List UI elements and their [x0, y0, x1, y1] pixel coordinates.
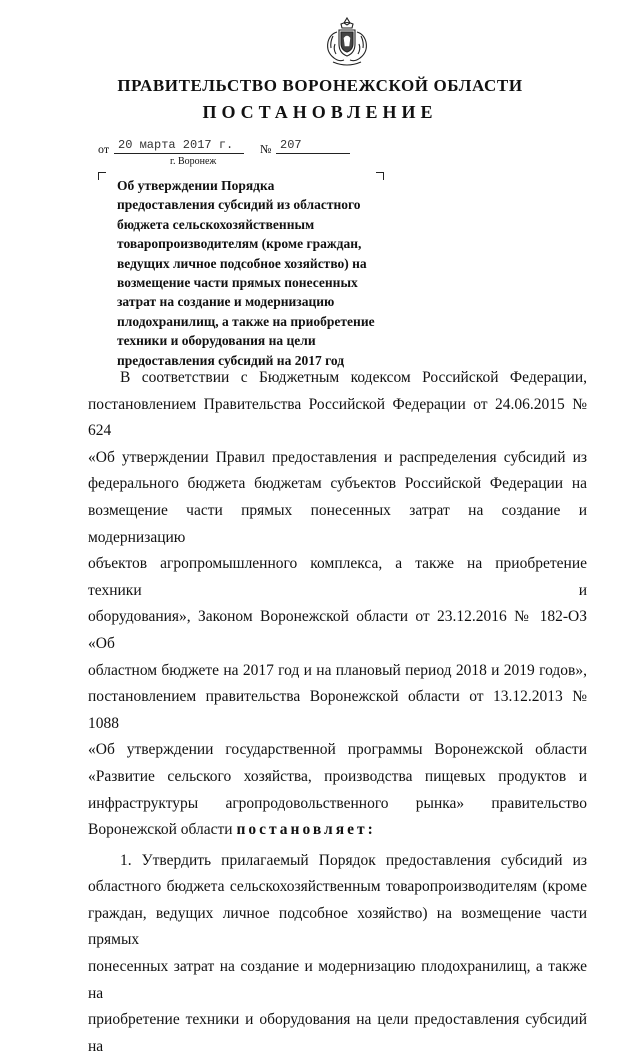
item1-line: понесенных затрат на создание и модернизацию плодохранилищ, а также на: [88, 958, 587, 1002]
date-prefix: от: [98, 142, 110, 156]
subject-line: возмещение части прямых понесенных: [117, 275, 358, 291]
document-subject: [117, 176, 417, 370]
preamble-tail: Воронежской области: [88, 821, 233, 839]
date-field: 20 марта 2017 г.: [114, 138, 244, 154]
preamble-closing-line: [88, 817, 587, 844]
subject-line: предоставления субсидий на 2017 год: [117, 352, 345, 368]
subject-line: предоставления субсидий из областного: [117, 197, 361, 213]
preamble-line: «Развитие сельского хозяйства, производства пищевых продуктов и: [88, 767, 587, 785]
preamble-line: областном бюджете на 2017 год и на плановый период 2018 и 2019 годов»,: [88, 661, 587, 679]
preamble-line: возмещение части прямых понесенных затрат на создание и модернизацию: [88, 501, 587, 546]
preamble-line: «Об утверждении государственной программы Воронежской области: [88, 741, 587, 759]
item1-line: областного бюджета сельскохозяйственным товаропроизводителям (кроме: [88, 878, 587, 896]
item1-line: 1. Утвердить прилагаемый Порядок предоставления субсидий из: [120, 851, 587, 869]
subject-line: плодохранилищ, а также на приобретение: [117, 313, 375, 329]
preamble-line: постановлением Правительства Российской Федерации от 24.06.2015 № 624: [88, 395, 587, 440]
subject-line: товаропроизводителям (кроме граждан,: [117, 236, 362, 252]
bracket-corner-left: [98, 172, 106, 180]
number-field: 207: [276, 138, 350, 154]
subject-line: затрат на создание и модернизацию: [117, 294, 335, 310]
item1-line: граждан, ведущих личное подсобное хозяйство) на возмещение части прямых: [88, 904, 587, 949]
item1-line: приобретение техники и оборудования на цели предоставления субсидий на: [88, 1011, 587, 1055]
preamble-line: В соответствии с Бюджетным кодексом Российской Федерации,: [120, 369, 587, 386]
subject-line: бюджета сельскохозяйственным: [117, 216, 315, 232]
preamble-line: оборудования», Законом Воронежской области от 23.12.2016 № 182-ОЗ «Об: [88, 608, 587, 652]
preamble-line: «Об утверждении Правил предоставления и распределения субсидий из: [88, 448, 587, 466]
resolves-word: постановляет:: [236, 821, 376, 839]
government-title: ПРАВИТЕЛЬСТВО ВОРОНЕЖСКОЙ ОБЛАСТИ: [117, 76, 523, 95]
number-prefix: №: [260, 142, 272, 156]
city: г. Воронеж: [170, 156, 217, 167]
document-body: [88, 365, 587, 1060]
coat-of-arms-icon: [319, 14, 375, 70]
document-type: ПОСТАНОВЛЕНИЕ: [202, 102, 438, 122]
preamble-line: федерального бюджета бюджетам субъектов Российской Федерации на: [88, 475, 587, 493]
subject-line: ведущих личное подсобное хозяйство) на: [117, 255, 367, 271]
subject-line: Об утверждении Порядка: [117, 178, 275, 193]
preamble-line: инфраструктуры агропродовольственного рынка» правительство: [88, 794, 587, 812]
preamble-line: постановлением правительства Воронежской области от 13.12.2013 № 1088: [88, 688, 587, 732]
subject-line: техники и оборудования на цели: [117, 333, 316, 349]
preamble-line: объектов агропромышленного комплекса, а также на приобретение техники и: [88, 555, 587, 599]
